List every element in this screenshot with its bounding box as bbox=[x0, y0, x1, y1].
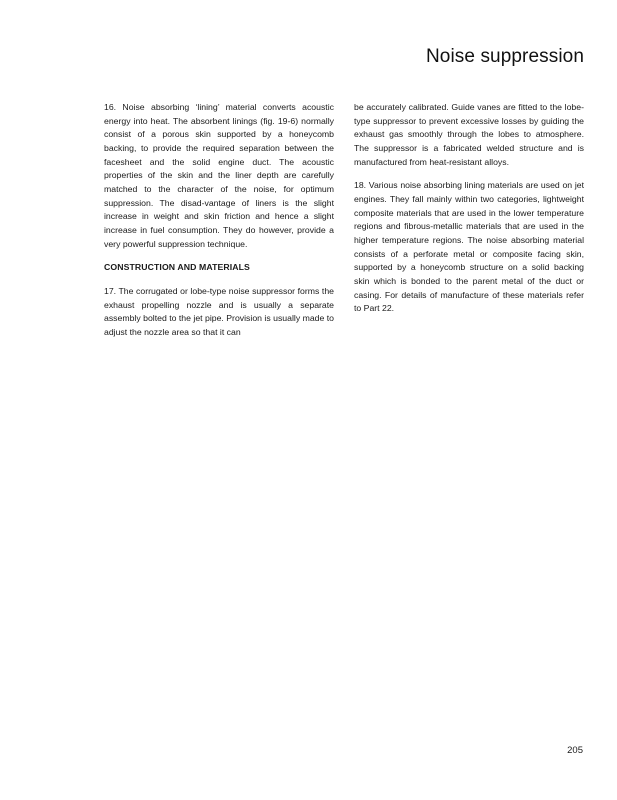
page-number: 205 bbox=[567, 745, 583, 756]
page-title: Noise suppression bbox=[425, 46, 584, 67]
paragraph-18: 18. Various noise absorbing lining materials are used on jet engines. They fall mainly within two categories, lightweight composite materials that are used in the lower temperature regions and fibrous-metallic materials that are used in the higher temperature regions. The noise absorbing material consists of a perforate metal or composite facing skin, supported by a honeycomb structure on a solid backing skin which is bonded to the parent metal of the duct or casing. For details of manufacture of these materials refer to Part 22. bbox=[354, 180, 584, 314]
section-heading: CONSTRUCTION AND MATERIALS bbox=[104, 262, 250, 273]
left-column bbox=[104, 101, 334, 350]
right-column bbox=[354, 101, 584, 326]
paragraph-16: 16. Noise absorbing ‘lining’ material converts acoustic energy into heat. The absorbent linings (fig. 19-6) normally consist of a porous skin supported by a honeycomb backing, to provide the required separation between the facesheet and the solid engine duct. The acoustic properties of the skin and the liner depth are carefully matched to the character of the noise, for optimum suppression. The disad-vantage of liners is the slight increase in weight and skin friction and hence a slight increase in fuel consumption. They do however, provide a very powerful suppression technique. bbox=[104, 102, 334, 249]
paragraph-17-end: be accurately calibrated. Guide vanes are fitted to the lobe-type suppressor to prevent excessive losses by guiding the exhaust gas smoothly through the lobes to atmosphere. The suppressor is a fabricated welded structure and is manufactured from heat-resistant alloys. bbox=[354, 102, 584, 167]
paragraph-17-start: 17. The corrugated or lobe-type noise suppressor forms the exhaust propelling nozzle and is usually a separate assembly bolted to the jet pipe. Provision is usually made to adjust the nozzle area so that it can bbox=[104, 285, 334, 337]
